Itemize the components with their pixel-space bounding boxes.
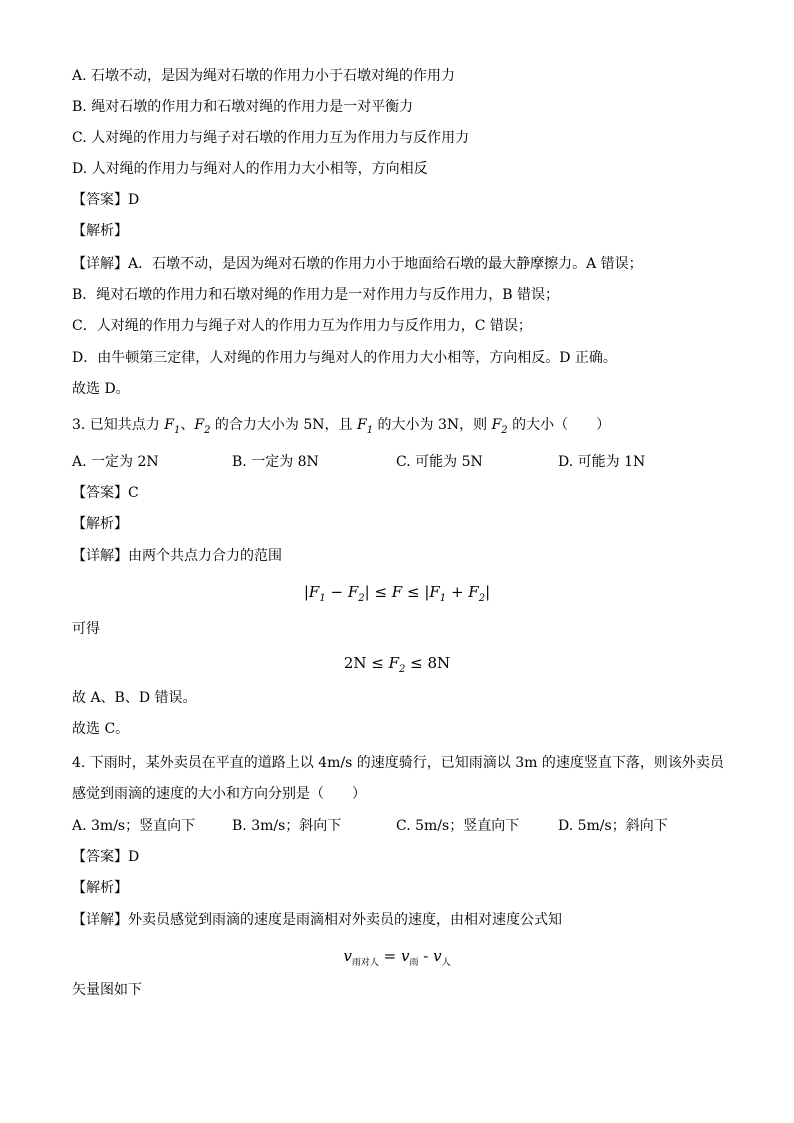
q3-range-formula: $|F_1 - F_2| \le F \le |F_1 + F_2|$ — [303, 583, 491, 604]
q2-detail-a — [72, 254, 643, 274]
answer-value: D — [128, 192, 140, 208]
q4-analysis-tag: 【解析】 — [72, 880, 128, 896]
q2-detail-d: D．由牛顿第三定律，人对绳的作用力与绳对人的作用力大小相等，方向相反。D 正确。 — [72, 350, 617, 366]
q2-option-c: C. 人对绳的作用力与绳子对石墩的作用力互为作用力与反作用力 — [72, 130, 470, 146]
q3-stem-part1: 3. 已知共点力 — [72, 417, 165, 433]
q2-detail-c: C．人对绳的作用力与绳子对人的作用力互为作用力与反作用力，C 错误； — [72, 318, 532, 334]
q3-answer — [72, 483, 139, 503]
q2-option-d: D. 人对绳的作用力与绳对人的作用力大小相等，方向相反 — [72, 161, 428, 177]
f1-symbol: $F_1$ — [356, 417, 374, 436]
q4-option-b: B. 3m/s；斜向下 — [232, 818, 342, 834]
v-symbol: v — [343, 947, 352, 965]
q3-stem-part3: 的大小为 3N，则 — [373, 417, 492, 433]
detail-text: 由两个共点力合力的范围 — [128, 548, 282, 564]
q3-detail — [72, 546, 282, 566]
q3-option-c: C. 可能为 5N — [396, 454, 483, 470]
detail-text: 外卖员感觉到雨滴的速度是雨滴相对外卖员的速度，由相对速度公式知 — [128, 912, 562, 928]
q4-option-d: D. 5m/s；斜向下 — [558, 818, 668, 834]
q4-stem-line2: 感觉到雨滴的速度的大小和方向分别是（ ） — [72, 786, 366, 802]
f2-symbol: $F_2$ — [347, 583, 365, 604]
q4-answer — [72, 847, 139, 867]
detail-tag: 【详解】 — [72, 912, 128, 928]
f1-symbol: $F_1$ — [308, 583, 326, 604]
q4-vector-text: 矢量图如下 — [72, 982, 142, 998]
q4-stem-line1: 4. 下雨时，某外卖员在平直的道路上以 4m/s 的速度骑行，已知雨滴以 3m 的速度竖直下落，则该外卖员 — [72, 755, 724, 771]
q4-options — [72, 816, 722, 836]
f1-symbol: $F_1$ — [164, 417, 181, 436]
q3-stem-part4: 的大小（ ） — [507, 417, 611, 433]
q2-conclusion: 故选 D。 — [72, 381, 130, 397]
q2-analysis-tag: 【解析】 — [72, 223, 128, 239]
q2-option-a: A. 石墩不动，是因为绳对石墩的作用力小于石墩对绳的作用力 — [72, 68, 456, 84]
q4-velocity-formula: $v_{雨对人} = v_雨 - v_人$ — [343, 947, 451, 968]
q4-option-a: A. 3m/s；竖直向下 — [72, 818, 196, 834]
q3-wrong: 故 A、B、D 错误。 — [72, 690, 197, 706]
q3-option-b: B. 一定为 8N — [232, 454, 319, 470]
q2-detail-b: B．绳对石墩的作用力和石墩对绳的作用力是一对作用力与反作用力，B 错误； — [72, 287, 560, 303]
v-symbol: v — [433, 947, 442, 965]
q3-stem-part2: 的合力大小为 5N，且 — [210, 417, 357, 433]
sub-rain: 雨 — [409, 958, 419, 968]
q3-analysis-tag: 【解析】 — [72, 516, 128, 532]
answer-tag: 【答案】 — [72, 849, 128, 865]
q3-options — [72, 452, 722, 472]
range-low: 2N — [343, 654, 367, 672]
q2-option-b: B. 绳对石墩的作用力和石墩对绳的作用力是一对平衡力 — [72, 99, 414, 115]
abs-bar: | — [303, 583, 309, 601]
sub-rain-relative: 雨对人 — [351, 958, 379, 968]
answer-tag: 【答案】 — [72, 192, 128, 208]
q4-option-c: C. 5m/s；竖直向下 — [396, 818, 520, 834]
q3-conclusion: 故选 C。 — [72, 721, 130, 737]
q3-option-d: D. 可能为 1N — [558, 454, 646, 470]
abs-bar: | — [424, 583, 430, 601]
abs-bar: | — [485, 583, 491, 601]
f1-symbol: $F_1$ — [429, 583, 447, 604]
f2-symbol: $F_2$ — [194, 417, 211, 436]
v-symbol: v — [401, 947, 410, 965]
answer-value: D — [128, 849, 140, 865]
answer-value: C — [128, 485, 139, 501]
f2-symbol: $F_2$ — [491, 417, 508, 436]
detail-tag: 【详解】 — [72, 256, 128, 272]
abs-bar: | — [364, 583, 370, 601]
q3-stem — [72, 415, 610, 441]
answer-tag: 【答案】 — [72, 485, 128, 501]
range-high: 8N — [427, 654, 451, 672]
f2-symbol: $F_2$ — [388, 654, 406, 675]
detail-tag: 【详解】 — [72, 548, 128, 564]
q2-answer — [72, 190, 139, 210]
f-symbol: F — [391, 583, 403, 601]
q3-stem-sep: 、 — [180, 417, 195, 433]
q3-option-a: A. 一定为 2N — [72, 454, 159, 470]
q3-can-get: 可得 — [72, 621, 100, 637]
q3-result-formula: $2N \le F_2 \le 8N$ — [343, 654, 451, 675]
q4-detail — [72, 910, 562, 930]
detail-text: A．石墩不动，是因为绳对石墩的作用力小于地面给石墩的最大静摩擦力。A 错误； — [128, 256, 643, 272]
f2-symbol: $F_2$ — [468, 583, 486, 604]
sub-person: 人 — [441, 958, 451, 968]
